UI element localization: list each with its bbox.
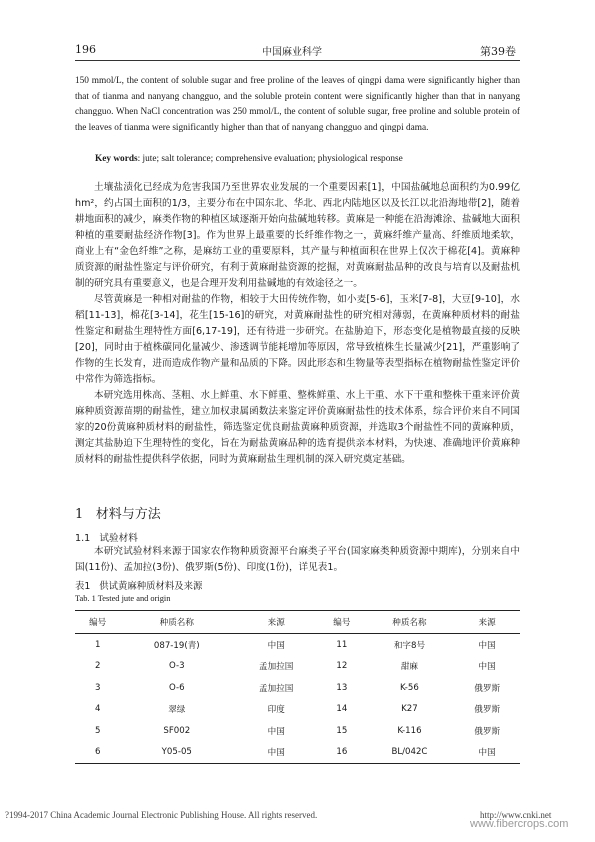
watermark: www.fibercrops.com [470, 818, 569, 830]
table-cell: K-116 [397, 725, 422, 736]
table-cell: 俄罗斯 [474, 705, 501, 716]
subsection-title: 试验材料 [99, 533, 138, 544]
table-cell: 13 [336, 682, 348, 693]
keywords-text: : jute; salt tolerance; comprehensive evaluation; physiological response [137, 154, 403, 164]
table-cell: 中国 [478, 640, 496, 651]
column-header: 来源 [233, 611, 319, 634]
table-row [75, 656, 520, 678]
table-cell: 1 [94, 639, 101, 650]
table-cell: 和字8号 [393, 640, 426, 651]
column-header: 编号 [319, 611, 364, 634]
table-header-row [75, 611, 520, 634]
section-title: 材料与方法 [95, 507, 161, 522]
table-cell: O-6 [169, 682, 185, 693]
body-text [75, 180, 520, 468]
table-cell: 6 [75, 742, 120, 764]
table-cell: 14 [336, 704, 348, 715]
keywords-label: Key words [95, 154, 138, 164]
table-cell: K27 [401, 704, 418, 715]
table-cell: 16 [319, 742, 364, 764]
journal-title: 中国麻业科学 [262, 47, 322, 58]
table-cell: 5 [94, 725, 101, 736]
table-cell: 087-19(青) [153, 640, 200, 651]
table-caption-en: Tab. 1 Tested jute and origin [75, 594, 171, 603]
section-heading [75, 503, 161, 522]
table-caption-cn [75, 578, 202, 592]
paragraph: 土壤盐渍化已经成为危害我国乃至世界农业发展的一个重要因素[1]，中国盐碱地总面积约为0.99亿hm²，约占国土面积的1/3，主要分布在中国东北、华北、西北内陆地区以及长江以北沿海地带[2]，随着耕地面积的减少，麻类作物的种植区域逐渐开始向盐碱地转移。黄麻是一种能在沿海滩涂、盐碱地大面积种植的重要耐盐经济作物[3]。作为世界上最重要的长纤维作物之一，黄麻纤维产量高、纤维质地柔软，商业上有“金色纤维”之称，是麻纺工业的重要原料，其产量与种植面积在世界上仅次于棉花[4]。黄麻种质资源的耐盐性鉴定与评价研究，有利于黄麻耐盐资源的挖掘，对黄麻耐盐品种的改良与培育以及耐盐机制的研究具有重要意义，也是合理开发利用盐碱地的有效途径之一。 [75, 182, 520, 289]
paragraph: 本研究选用株高、茎粗、水上鲜重、水下鲜重、整株鲜重、水上干重、水下干重和整株干重来评价黄麻种质资源苗期的耐盐性，建立加权隶属函数法来鉴定评价黄麻耐盐性的技术体系，综合评价来自不同国家的20份黄麻种质材料的耐盐性，筛选鉴定优良耐盐黄麻种质资源，并选取3个耐盐性不同的黄麻种质，测定其盐胁迫下生理特性的变化，旨在为耐盐黄麻品种的选育提供亲本材料，为快速、准确地评价黄麻种质材料的耐盐性提供科学依据，同时为黄麻耐盐生理机制的深入研究奠定基础。 [75, 390, 520, 465]
column-header: 种质名称 [120, 611, 233, 634]
subsection-number: 1.1 [75, 533, 91, 544]
table-cell: 中国 [478, 662, 496, 673]
table-caption-text: 供试黄麻种质材料及来源 [99, 581, 203, 592]
table-cell: 中国 [454, 742, 520, 764]
table-cell: Y05-05 [120, 742, 233, 764]
paragraph: 尽管黄麻是一种相对耐盐的作物，相较于大田传统作物，如小麦[5-6]，玉米[7-8]，大豆[9-10]，水稻[11-13]，棉花[3-14]，花生[15-16]的研究，对黄麻耐盐性的研究相对薄弱，在黄麻种质材料的耐盐性鉴定和耐盐生理特性方面[6,17-19]，还有待进一步研究。在盐胁迫下，形态变化是植物最直接的反映[20]，同时由于植株碳同化量减少、渗透调节能耗增加等原因，常导致植株生长量减少[21]，严重影响了作物的生长发育，进而造成作物产量和品质的下降。因此形态和生物量等表型指标在植物耐盐性鉴定评价中常作为筛选指标。 [75, 294, 520, 385]
table-cell: 俄罗斯 [474, 726, 501, 737]
table-cell: BL/042C [365, 742, 455, 764]
header-rule [75, 60, 520, 61]
table-cell: O-3 [169, 661, 185, 672]
table-row [75, 720, 520, 742]
table-cell: 2 [94, 661, 101, 672]
column-header: 编号 [75, 611, 120, 634]
table-cell: 中国 [233, 742, 319, 764]
subsection-body [75, 544, 520, 576]
table-caption-label: 表1 [75, 581, 91, 592]
table-cell: 12 [336, 661, 348, 672]
table-cell: 孟加拉国 [259, 683, 294, 694]
english-abstract: 150 mmol/L, the content of soluble sugar and free proline of the leaves of qingpi dama were significantly higher than that of tianma and nanyang changguo, and the soluble protein content were significantly higher than that in nanyang changguo. When NaCl concentration was 250 mmol/L, the content of soluble sugar, free proline and soluble protein of the leaves of tianma were significantly higher than that of nanyang changguo and qingpi dama. [75, 76, 520, 133]
column-header: 来源 [454, 611, 520, 634]
column-header: 种质名称 [365, 611, 455, 634]
germplasm-table [75, 610, 520, 764]
table-cell: 中国 [267, 640, 285, 651]
table-cell: 翠绿 [168, 705, 186, 716]
page-number: 196 [75, 43, 96, 56]
table-cell: 15 [336, 725, 348, 736]
section-number: 1 [75, 507, 84, 522]
table-cell: 11 [336, 639, 348, 650]
table-cell: SF002 [163, 725, 191, 736]
table-cell: 俄罗斯 [474, 683, 501, 694]
table-cell: K-56 [400, 682, 419, 693]
table-cell: 甜麻 [400, 662, 419, 673]
table-row [75, 699, 520, 721]
table-row [75, 677, 520, 699]
table-cell: 孟加拉国 [259, 662, 294, 673]
table-row [75, 742, 520, 764]
keywords [95, 154, 403, 164]
paragraph: 本研究试验材料来源于国家农作物种质资源平台麻类子平台(国家麻类种质资源中期库)，分别来自中国(11份)、孟加拉(3份)、俄罗斯(5份)、印度(1份)，详见表1。 [75, 546, 520, 573]
table-cell: 印度 [267, 705, 285, 716]
table-cell: 中国 [267, 726, 285, 737]
table-row [75, 634, 520, 656]
table-cell: 4 [94, 704, 101, 715]
copyright-text: ?1994-2017 China Academic Journal Electronic Publishing House. All rights reserved. [5, 810, 318, 820]
table-cell: 3 [94, 682, 101, 693]
footer-url[interactable]: http://www.cnki.net [480, 810, 552, 820]
volume-label: 第39卷 [480, 45, 516, 58]
subsection-heading [75, 530, 138, 544]
